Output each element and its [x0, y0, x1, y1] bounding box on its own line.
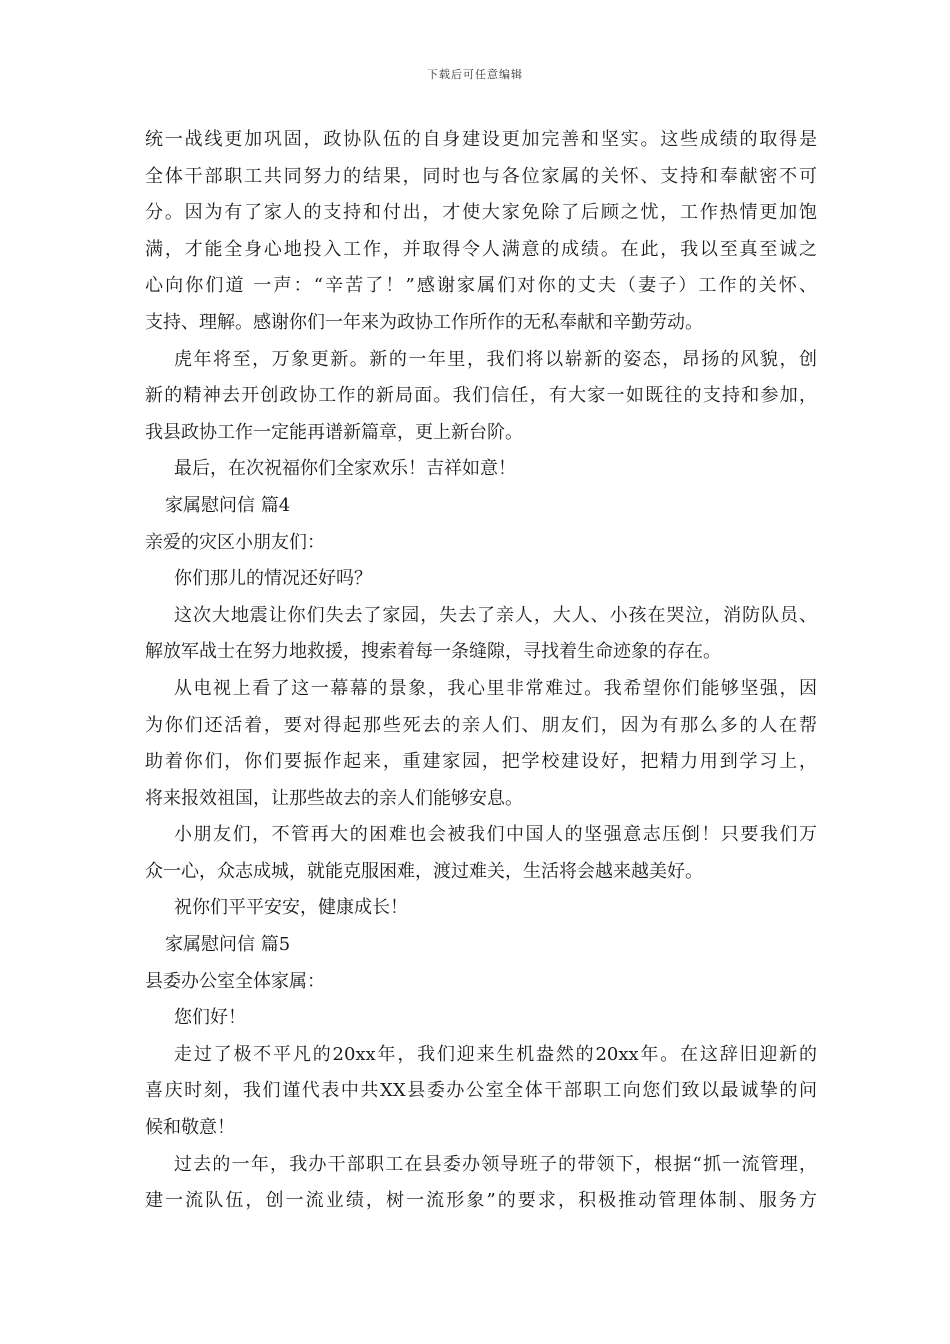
salutation: 亲爱的灾区小朋友们： — [145, 531, 325, 553]
paragraph-line: 众一心，众志成城，就能克服困难，渡过难关，生活将会越来越美好。 — [145, 860, 703, 882]
paragraph-line: 全体干部职工共同努力的结果，同时也与各位家属的关怀、支持和奉献密不可 — [145, 165, 817, 187]
paragraph-line: 走过了极不平凡的20xx年，我们迎来生机盎然的20xx年。在这辞旧迎新的 — [174, 1043, 817, 1065]
paragraph-line: 建一流队伍，创一流业绩，树一流形象”的要求，积极推动管理体制、服务方 — [145, 1190, 817, 1212]
section-title: 家属慰问信 篇5 — [165, 934, 291, 956]
salutation: 县委办公室全体家属： — [145, 970, 325, 992]
paragraph-line: 祝你们平平安安，健康成长！ — [174, 897, 408, 919]
page-header: 下载后可任意编辑 — [427, 68, 523, 81]
paragraph-line: 你们那儿的情况还好吗？ — [174, 568, 372, 590]
paragraph-line: 虎年将至，万象更新。新的一年里，我们将以崭新的姿态，昂扬的风貌，创 — [174, 348, 817, 370]
paragraph-line: 为你们还活着，要对得起那些死去的亲人们、朋友们，因为有那么多的人在帮 — [145, 714, 817, 736]
paragraph-line: 这次大地震让你们失去了家园，失去了亲人，大人、小孩在哭泣，消防队员、 — [174, 604, 817, 626]
paragraph-line: 将来报效祖国，让那些故去的亲人们能够安息。 — [145, 787, 523, 809]
paragraph-line: 小朋友们，不管再大的困难也会被我们中国人的坚强意志压倒！只要我们万 — [174, 824, 817, 846]
paragraph-line: 过去的一年，我办干部职工在县委办领导班子的带领下，根据“抓一流管理， — [174, 1153, 817, 1175]
paragraph-line: 统一战线更加巩固，政协队伍的自身建设更加完善和坚实。这些成绩的取得是 — [145, 129, 817, 150]
paragraph-line: 喜庆时刻，我们谨代表中共XX县委办公室全体干部职工向您们致以最诚挚的问 — [145, 1080, 817, 1102]
paragraph-line: 支持、理解。感谢你们一年来为政协工作所作的无私奉献和辛勤劳动。 — [145, 311, 703, 333]
paragraph-line: 解放军战士在努力地救援，搜索着每一条缝隙，寻找着生命迹象的存在。 — [145, 641, 721, 663]
paragraph-line: 候和敬意！ — [145, 1117, 235, 1139]
section-title: 家属慰问信 篇4 — [165, 494, 291, 516]
paragraph-line: 最后，在次祝福你们全家欢乐！吉祥如意！ — [174, 458, 516, 480]
paragraph-line: 满，才能全身心地投入工作，并取得令人满意的成绩。在此，我以至真至诚之 — [145, 238, 817, 260]
paragraph-line: 从电视上看了这一幕幕的景象，我心里非常难过。我希望你们能够坚强，因 — [174, 677, 817, 699]
paragraph-line: 助着你们，你们要振作起来，重建家园，把学校建设好，把精力用到学习上， — [145, 751, 817, 773]
document-body — [145, 122, 817, 1220]
paragraph-line: 我县政协工作一定能再谱新篇章，更上新台阶。 — [145, 421, 523, 443]
paragraph-line: 新的精神去开创政协工作的新局面。我们信任，有大家一如既往的支持和参加， — [145, 385, 817, 407]
paragraph-line: 心向你们道 一声：“辛苦了！”感谢家属们对你的丈夫（妻子）工作的关怀、 — [145, 275, 817, 297]
paragraph-line: 您们好！ — [174, 1007, 246, 1029]
paragraph-line: 分。因为有了家人的支持和付出，才使大家免除了后顾之忧，工作热情更加饱 — [145, 202, 817, 224]
